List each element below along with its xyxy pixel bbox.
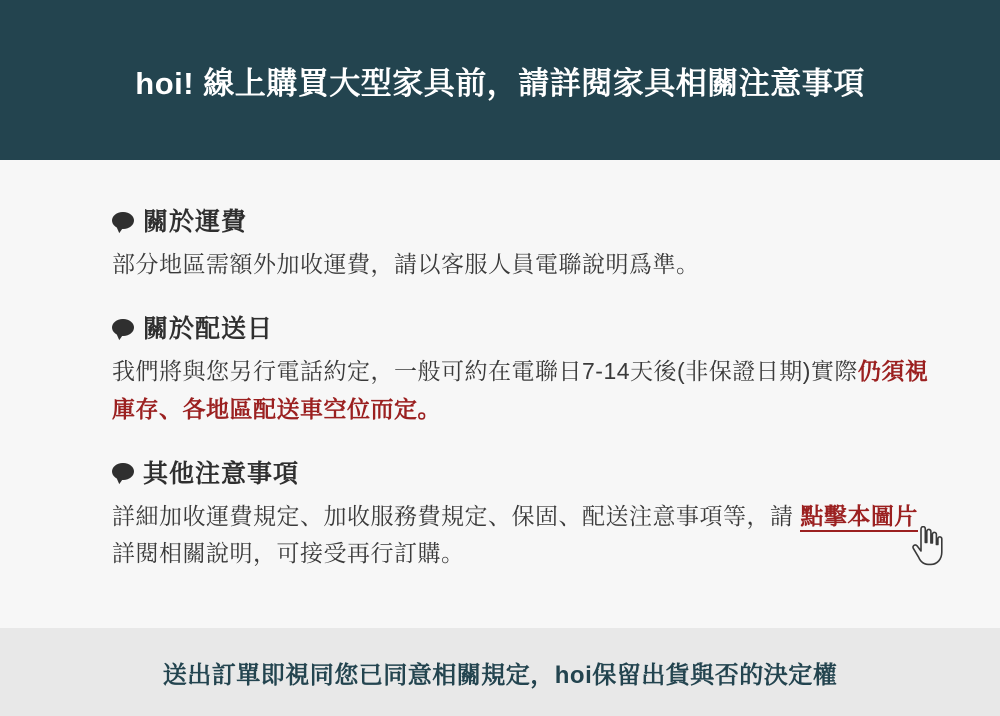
banner-footer [0,628,1000,716]
page-title: hoi! 線上購買大型家具前，請詳閱家具相關注意事項 [135,65,865,101]
speech-bubble-icon [112,463,134,480]
section-header [112,454,940,490]
section-title: 關於配送日 [143,315,274,344]
speech-bubble-icon [112,319,134,336]
section-header [112,309,940,345]
notice-section-other [112,454,940,573]
section-title: 其他注意事項 [143,459,300,488]
section-text-normal: 詳細加收運費規定、加收服務費規定、保固、配送注意事項等，請 [112,502,801,529]
section-body [112,498,940,573]
click-image-link[interactable]: 點擊本圖片 [800,503,918,532]
notice-sections [0,202,1000,572]
section-header [112,202,940,238]
section-text-emphasis: 仍須視庫存、各地區配送車空位而定。 [112,358,929,422]
section-body [112,353,940,428]
speech-bubble-icon [112,212,134,229]
section-body [112,246,940,283]
section-text-tail: 詳閱相關說明，可接受再行訂購。 [112,540,465,566]
notice-section-shipping-fee [112,202,940,283]
banner-body [0,160,1000,628]
section-title: 關於運費 [143,208,248,236]
footer-notice-text: 送出訂單即視同您已同意相關規定，hoi保留出貨與否的決定權 [162,661,838,689]
banner-header [0,0,1000,160]
section-text-normal: 我們將與您另行電話約定，一般可約在電聯日7-14天後(非保證日期)實際 [112,358,858,385]
section-text-normal: 部分地區需額外加收運費，請以客服人員電聯說明爲準。 [112,251,700,277]
notice-section-delivery-date [112,309,940,428]
